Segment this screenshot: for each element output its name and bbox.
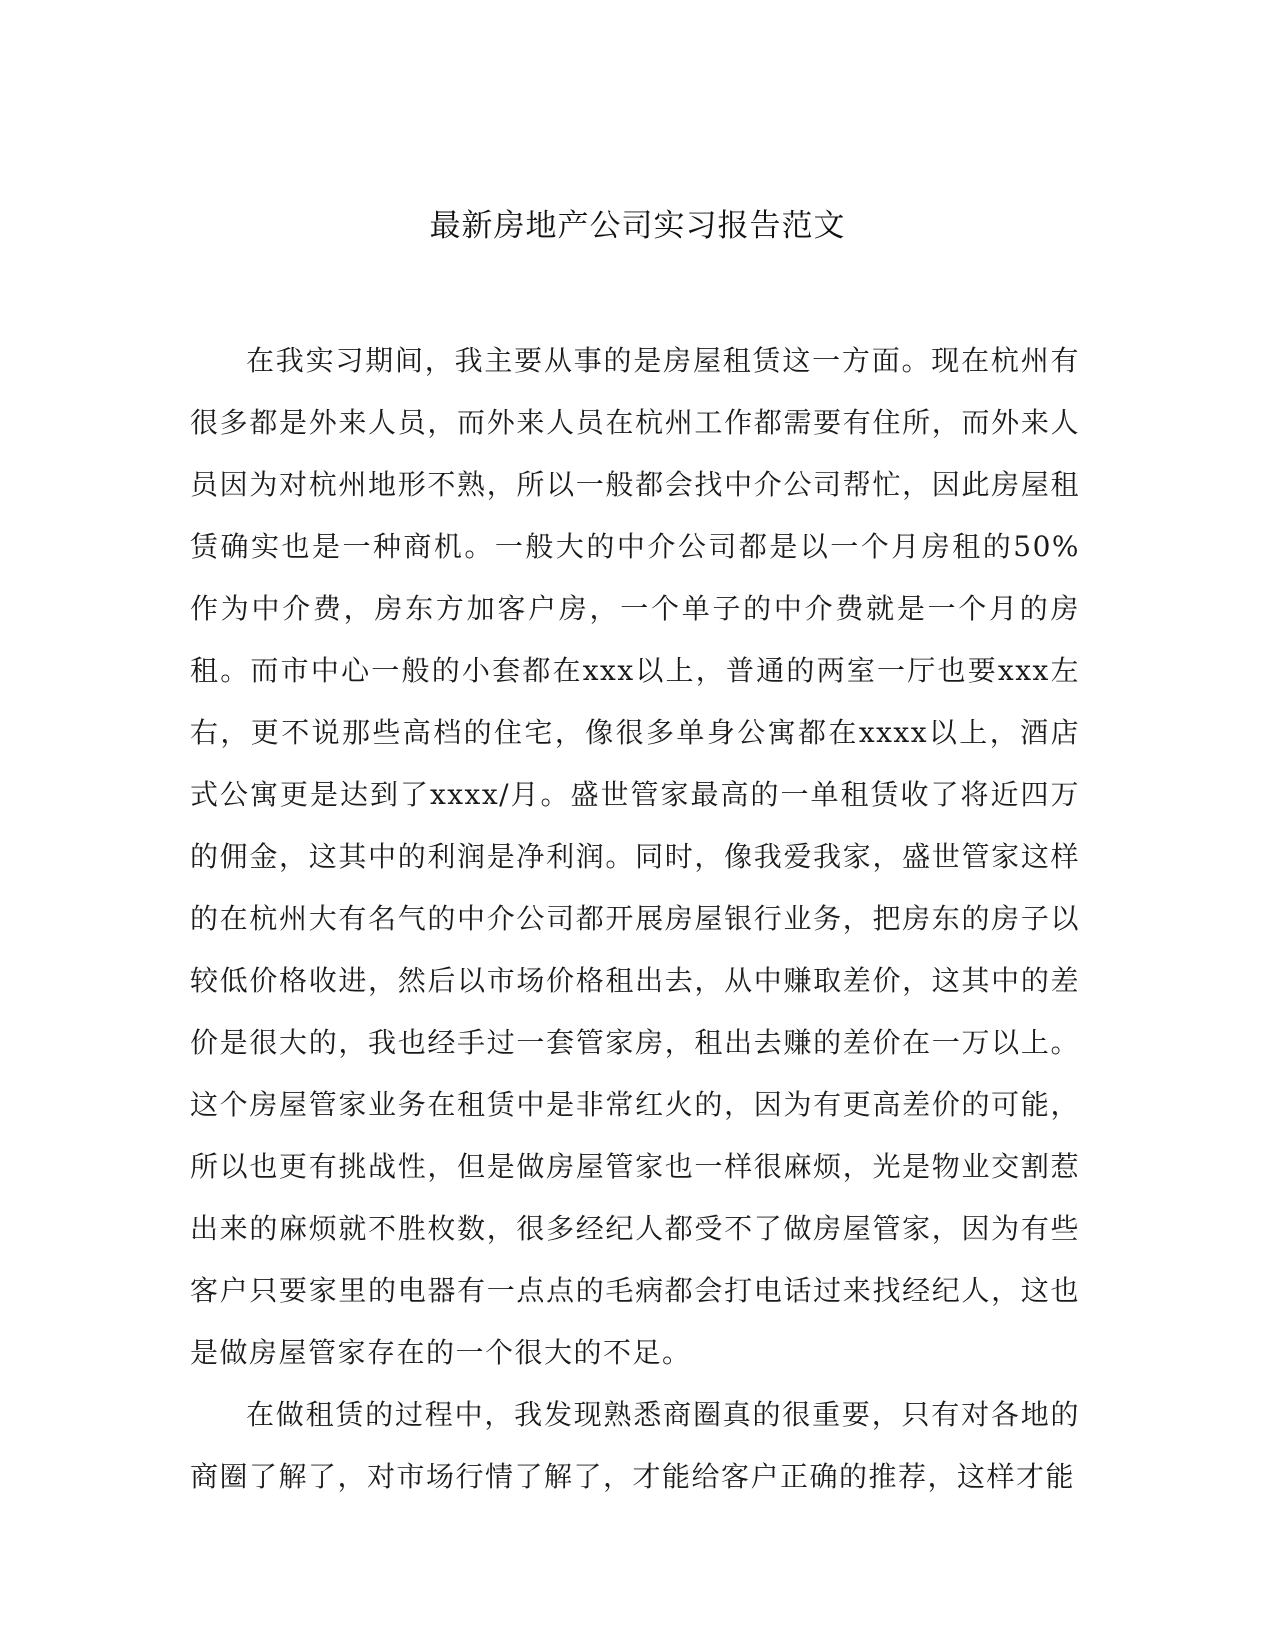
document-body xyxy=(190,330,1080,1508)
paragraph-1: 在我实习期间，我主要从事的是房屋租赁这一方面。现在杭州有很多都是外来人员，而外来人员在杭州工作都需要有住所，而外来人员因为对杭州地形不熟，所以一般都会找中介公司帮忙，因此房屋租赁确实也是一种商机。一般大的中介公司都是以一个月房租的50%作为中介费，房东方加客户房，一个单子的中介费就是一个月的房租。而市中心一般的小套都在xxx以上，普通的两室一厅也要xxx左右，更不说那些高档的住宅，像很多单身公寓都在xxxx以上，酒店式公寓更是达到了xxxx/月。盛世管家最高的一单租赁收了将近四万的佣金，这其中的利润是净利润。同时，像我爱我家，盛世管家这样的在杭州大有名气的中介公司都开展房屋银行业务，把房东的房子以较低价格收进，然后以市场价格租出去，从中赚取差价，这其中的差价是很大的，我也经手过一套管家房，租出去赚的差价在一万以上。这个房屋管家业务在租赁中是非常红火的，因为有更高差价的可能，所以也更有挑战性，但是做房屋管家也一样很麻烦，光是物业交割惹出来的麻烦就不胜枚数，很多经纪人都受不了做房屋管家，因为有些客户只要家里的电器有一点点的毛病都会打电话过来找经纪人，这也是做房屋管家存在的一个很大的不足。 xyxy=(190,344,1080,1369)
paragraph-2: 在做租赁的过程中，我发现熟悉商圈真的很重要，只有对各地的商圈了解了，对市场行情了解了，才能给客户正确的推荐，这样才能 xyxy=(190,1398,1080,1493)
document-title: 最新房地产公司实习报告范文 xyxy=(429,208,846,244)
